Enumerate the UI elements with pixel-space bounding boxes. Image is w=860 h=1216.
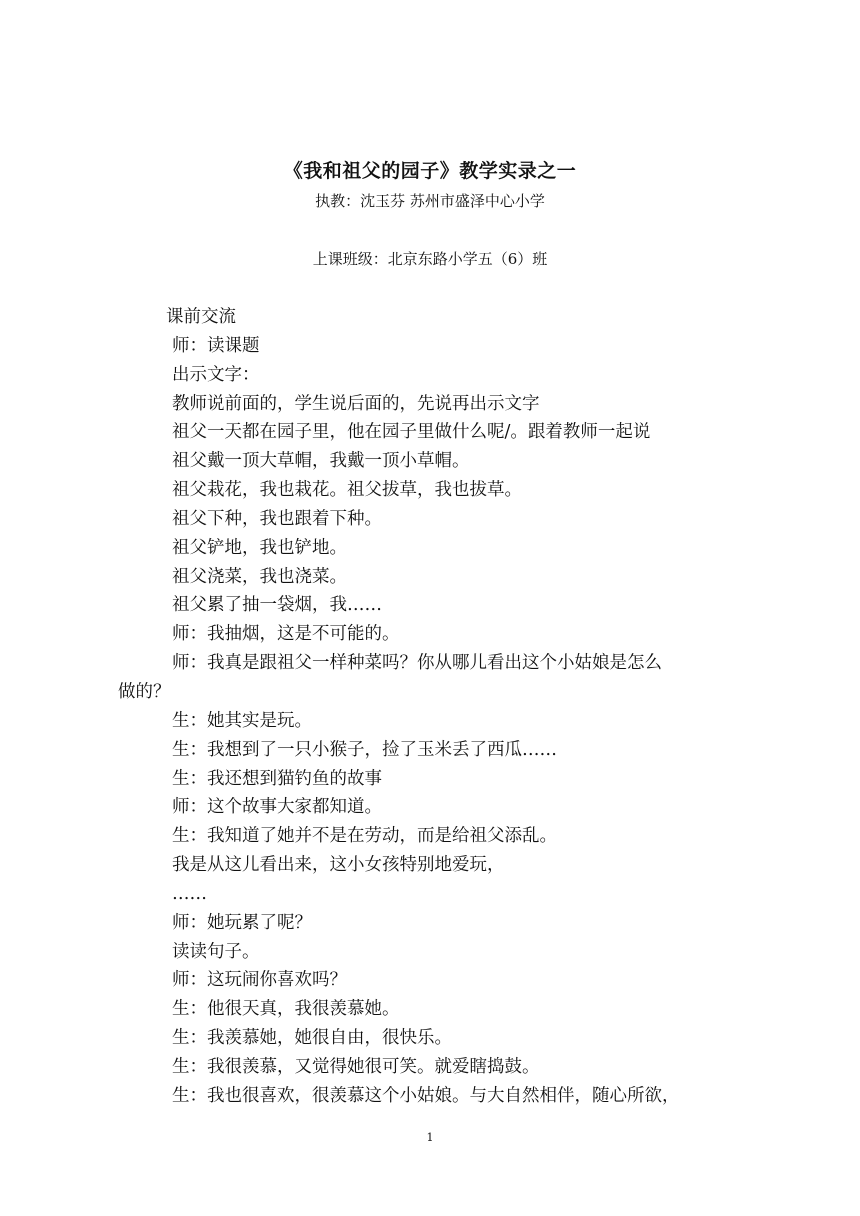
text-line: 祖父累了抽一袋烟，我…… — [172, 595, 382, 616]
text-line: 出示文字： — [172, 364, 260, 385]
text-line: 祖父一天都在园子里，他在园子里做什么呢/。跟着教师一起说 — [172, 422, 651, 443]
text-line: 祖父戴一顶大草帽，我戴一顶小草帽。 — [172, 451, 470, 472]
body-text — [118, 303, 740, 1111]
text-line: 生：我想到了一只小猴子，捡了玉米丢了西瓜…… — [172, 739, 557, 760]
text-line: 生：我知道了她并不是在劳动，而是给祖父添乱。 — [172, 826, 557, 847]
text-line: 课前交流 — [166, 307, 236, 327]
text-line: 生：她其实是玩。 — [172, 710, 312, 731]
text-line: 师：这玩闹你喜欢吗？ — [172, 970, 347, 991]
text-line: 生：我羡慕她，她很自由，很快乐。 — [172, 1028, 452, 1049]
text-line: 生：我很羡慕，又觉得她很可笑。就爱瞎捣鼓。 — [172, 1056, 540, 1077]
text-line: 师：读课题 — [172, 335, 260, 356]
text-line: 读读句子。 — [172, 941, 260, 962]
text-line: 师：我真是跟祖父一样种菜吗？你从哪儿看出这个小姑娘是怎么 — [172, 653, 662, 674]
text-line: 祖父下种，我也跟着下种。 — [172, 508, 382, 529]
text-line: 生：我还想到猫钓鱼的故事 — [172, 768, 382, 789]
text-line: 生：我也很喜欢，很羡慕这个小姑娘。与大自然相伴，随心所欲， — [172, 1085, 680, 1106]
text-line: 师：她玩累了呢？ — [172, 912, 312, 933]
text-line: 师：我抽烟，这是不可能的。 — [172, 624, 400, 645]
class-line: 上课班级：北京东路小学五（6）班 — [312, 250, 548, 268]
text-line: 师：这个故事大家都知道。 — [172, 797, 382, 818]
text-line: 祖父浇菜，我也浇菜。 — [172, 566, 347, 587]
text-line: …… — [172, 883, 207, 904]
document-title: 《我和祖父的园子》教学实录之一 — [283, 160, 577, 182]
text-line: 我是从这儿看出来，这小女孩特别地爱玩， — [172, 855, 505, 876]
text-line: 教师说前面的，学生说后面的，先说再出示文字 — [172, 393, 540, 414]
text-line: 祖父铲地，我也铲地。 — [172, 537, 347, 558]
author-line: 执教：沈玉芬 苏州市盛泽中心小学 — [315, 192, 545, 210]
text-line: 生：他很天真，我很羡慕她。 — [172, 999, 400, 1020]
text-line: 做的？ — [118, 681, 171, 702]
text-line: 祖父栽花，我也栽花。祖父拔草，我也拔草。 — [172, 480, 522, 501]
page-number: 1 — [426, 1131, 434, 1144]
